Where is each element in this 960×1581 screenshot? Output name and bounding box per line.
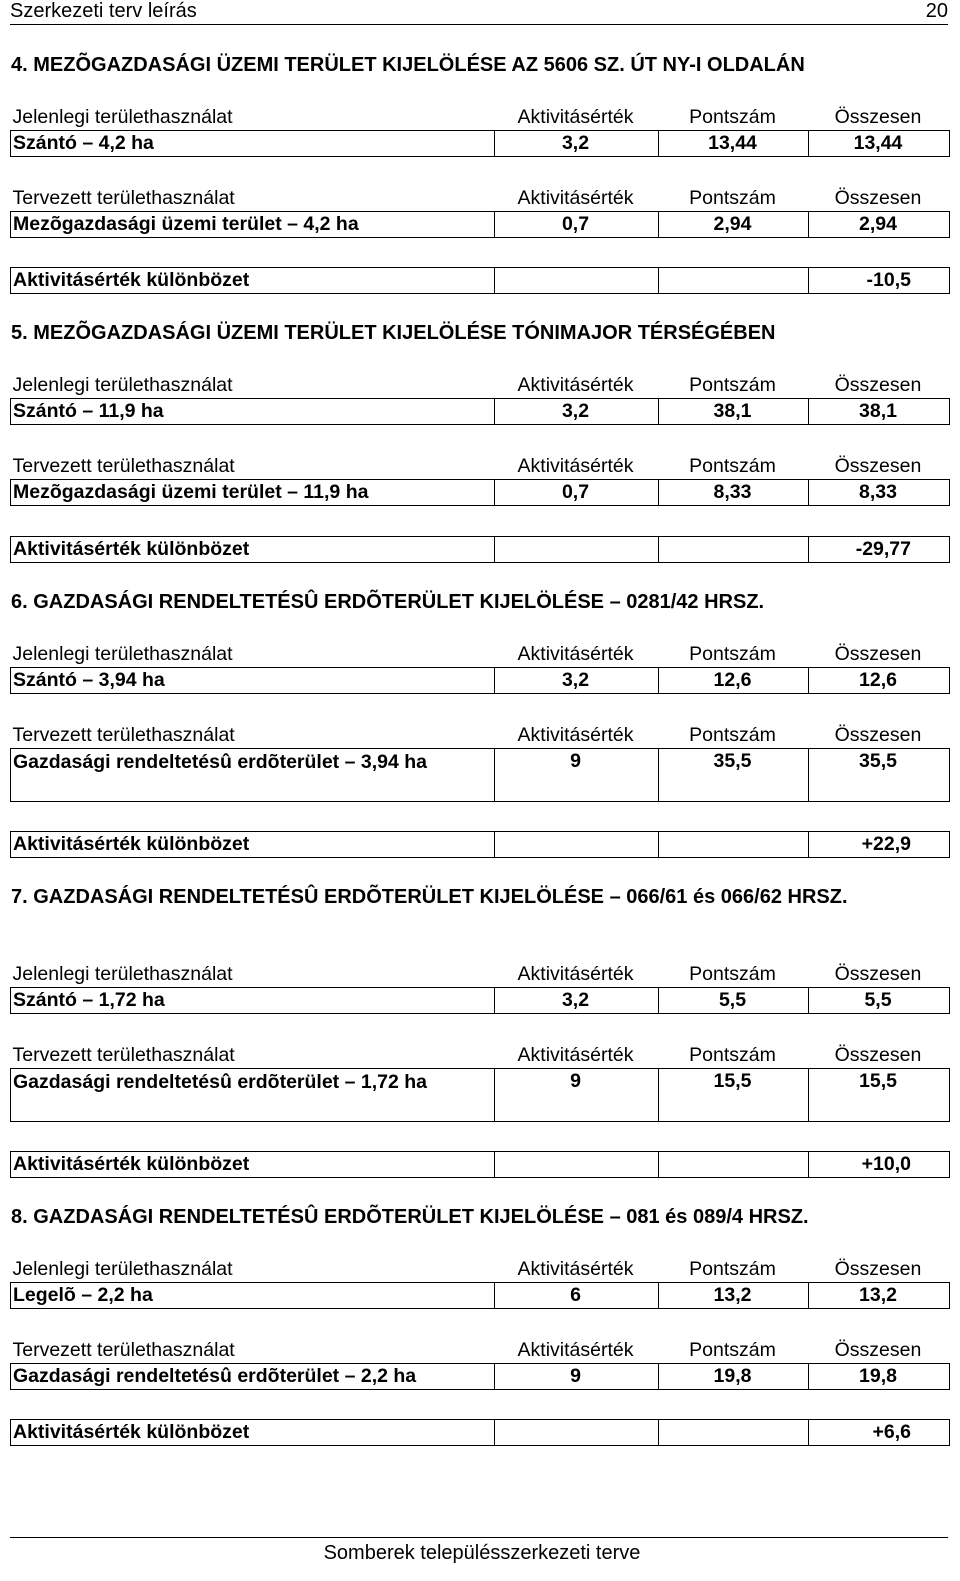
- col-header-planned: Tervezett területhasználat: [11, 1338, 495, 1364]
- page-number: 20: [925, 0, 948, 22]
- section-heading: 5. MEZÕGAZDASÁGI ÜZEMI TERÜLET KIJELÖLÉSE TÓNIMAJOR TÉRSÉGÉBEN: [11, 322, 776, 344]
- points-value: 12,6: [659, 668, 809, 694]
- col-header-current: Jelenlegi területhasználat: [11, 962, 495, 988]
- section-heading: 6. GAZDASÁGI RENDELTETÉSÛ ERDÕTERÜLET KIJELÖLÉSE – 0281/42 HRSZ.: [11, 591, 765, 613]
- difference-table: [10, 267, 950, 294]
- document-title: Szerkezeti terv leírás: [10, 0, 197, 22]
- difference-table: [10, 1419, 950, 1446]
- current-use-table: [10, 1257, 950, 1309]
- empty-cell: [495, 537, 659, 563]
- col-header-value: Aktivitásérték: [495, 723, 659, 749]
- col-header-value: Aktivitásérték: [495, 454, 659, 480]
- activity-value: 3,2: [495, 668, 659, 694]
- total-value: 13,2: [809, 1283, 950, 1309]
- empty-cell: [495, 268, 659, 294]
- col-header-total: Összesen: [809, 962, 950, 988]
- difference-label: Aktivitásérték különbözet: [11, 1420, 495, 1446]
- current-use-table: [10, 642, 950, 694]
- activity-value: 9: [495, 1364, 659, 1390]
- col-header-value: Aktivitásérték: [495, 1043, 659, 1069]
- col-header-total: Összesen: [809, 186, 950, 212]
- col-header-total: Összesen: [809, 1043, 950, 1069]
- total-value: 5,5: [809, 988, 950, 1014]
- col-header-value: Aktivitásérték: [495, 186, 659, 212]
- current-use-table: [10, 105, 950, 157]
- difference-table: [10, 1151, 950, 1178]
- points-value: 8,33: [659, 480, 809, 506]
- activity-value: 3,2: [495, 399, 659, 425]
- points-value: 5,5: [659, 988, 809, 1014]
- points-value: 2,94: [659, 212, 809, 238]
- col-header-points: Pontszám: [659, 105, 809, 131]
- col-header-value: Aktivitásérték: [495, 373, 659, 399]
- land-use-name: Mezõgazdasági üzemi terület – 11,9 ha: [11, 480, 495, 506]
- difference-table: [10, 536, 950, 563]
- difference-value: -29,77: [809, 537, 950, 563]
- section-heading: 4. MEZÕGAZDASÁGI ÜZEMI TERÜLET KIJELÖLÉSE AZ 5606 SZ. ÚT NY-I OLDALÁN: [11, 54, 805, 76]
- land-use-name: Szántó – 4,2 ha: [11, 131, 495, 157]
- activity-value: 9: [495, 749, 659, 802]
- empty-cell: [659, 268, 809, 294]
- activity-value: 9: [495, 1069, 659, 1122]
- difference-label: Aktivitásérték különbözet: [11, 832, 495, 858]
- page-header: [10, 0, 948, 25]
- empty-cell: [495, 1420, 659, 1446]
- difference-value: +10,0: [809, 1152, 950, 1178]
- col-header-points: Pontszám: [659, 186, 809, 212]
- col-header-planned: Tervezett területhasználat: [11, 723, 495, 749]
- empty-cell: [495, 832, 659, 858]
- points-value: 19,8: [659, 1364, 809, 1390]
- col-header-points: Pontszám: [659, 642, 809, 668]
- col-header-total: Összesen: [809, 1257, 950, 1283]
- col-header-points: Pontszám: [659, 723, 809, 749]
- col-header-value: Aktivitásérték: [495, 105, 659, 131]
- planned-use-table: [10, 1043, 950, 1122]
- land-use-name: Szántó – 3,94 ha: [11, 668, 495, 694]
- planned-use-table: [10, 186, 950, 238]
- points-value: 13,2: [659, 1283, 809, 1309]
- empty-cell: [495, 1152, 659, 1178]
- total-value: 2,94: [809, 212, 950, 238]
- difference-label: Aktivitásérték különbözet: [11, 1152, 495, 1178]
- col-header-planned: Tervezett területhasználat: [11, 1043, 495, 1069]
- col-header-points: Pontszám: [659, 962, 809, 988]
- total-value: 13,44: [809, 131, 950, 157]
- col-header-value: Aktivitásérték: [495, 642, 659, 668]
- points-value: 13,44: [659, 131, 809, 157]
- land-use-name: Gazdasági rendeltetésû erdõterület – 3,94 ha: [11, 749, 495, 802]
- activity-value: 3,2: [495, 131, 659, 157]
- total-value: 38,1: [809, 399, 950, 425]
- col-header-value: Aktivitásérték: [495, 1257, 659, 1283]
- total-value: 35,5: [809, 749, 950, 802]
- col-header-points: Pontszám: [659, 1043, 809, 1069]
- section-heading: 7. GAZDASÁGI RENDELTETÉSÛ ERDÕTERÜLET KIJELÖLÉSE – 066/61 és 066/62 HRSZ.: [11, 886, 848, 908]
- current-use-table: [10, 373, 950, 425]
- col-header-total: Összesen: [809, 373, 950, 399]
- empty-cell: [659, 832, 809, 858]
- planned-use-table: [10, 454, 950, 506]
- total-value: 19,8: [809, 1364, 950, 1390]
- planned-use-table: [10, 723, 950, 802]
- points-value: 38,1: [659, 399, 809, 425]
- difference-label: Aktivitásérték különbözet: [11, 268, 495, 294]
- difference-value: +6,6: [809, 1420, 950, 1446]
- total-value: 12,6: [809, 668, 950, 694]
- activity-value: 0,7: [495, 212, 659, 238]
- points-value: 35,5: [659, 749, 809, 802]
- total-value: 8,33: [809, 480, 950, 506]
- col-header-total: Összesen: [809, 723, 950, 749]
- section-heading: 8. GAZDASÁGI RENDELTETÉSÛ ERDÕTERÜLET KIJELÖLÉSE – 081 és 089/4 HRSZ.: [11, 1206, 809, 1228]
- difference-table: [10, 831, 950, 858]
- col-header-total: Összesen: [809, 642, 950, 668]
- col-header-total: Összesen: [809, 105, 950, 131]
- col-header-value: Aktivitásérték: [495, 1338, 659, 1364]
- land-use-name: Mezõgazdasági üzemi terület – 4,2 ha: [11, 212, 495, 238]
- activity-value: 0,7: [495, 480, 659, 506]
- empty-cell: [659, 1152, 809, 1178]
- empty-cell: [659, 1420, 809, 1446]
- col-header-current: Jelenlegi területhasználat: [11, 373, 495, 399]
- difference-label: Aktivitásérték különbözet: [11, 537, 495, 563]
- col-header-value: Aktivitásérték: [495, 962, 659, 988]
- land-use-name: Gazdasági rendeltetésû erdõterület – 2,2 ha: [11, 1364, 495, 1390]
- col-header-current: Jelenlegi területhasználat: [11, 1257, 495, 1283]
- empty-cell: [659, 537, 809, 563]
- col-header-total: Összesen: [809, 1338, 950, 1364]
- difference-value: -10,5: [809, 268, 950, 294]
- col-header-current: Jelenlegi területhasználat: [11, 105, 495, 131]
- col-header-current: Jelenlegi területhasználat: [11, 642, 495, 668]
- total-value: 15,5: [809, 1069, 950, 1122]
- page-footer: Somberek településszerkezeti terve: [10, 1537, 948, 1568]
- planned-use-table: [10, 1338, 950, 1390]
- col-header-total: Összesen: [809, 454, 950, 480]
- col-header-points: Pontszám: [659, 454, 809, 480]
- land-use-name: Gazdasági rendeltetésû erdõterület – 1,72 ha: [11, 1069, 495, 1122]
- col-header-points: Pontszám: [659, 1257, 809, 1283]
- col-header-points: Pontszám: [659, 373, 809, 399]
- land-use-name: Szántó – 1,72 ha: [11, 988, 495, 1014]
- col-header-planned: Tervezett területhasználat: [11, 186, 495, 212]
- col-header-planned: Tervezett területhasználat: [11, 454, 495, 480]
- difference-value: +22,9: [809, 832, 950, 858]
- col-header-points: Pontszám: [659, 1338, 809, 1364]
- activity-value: 3,2: [495, 988, 659, 1014]
- land-use-name: Szántó – 11,9 ha: [11, 399, 495, 425]
- points-value: 15,5: [659, 1069, 809, 1122]
- activity-value: 6: [495, 1283, 659, 1309]
- current-use-table: [10, 962, 950, 1014]
- land-use-name: Legelõ – 2,2 ha: [11, 1283, 495, 1309]
